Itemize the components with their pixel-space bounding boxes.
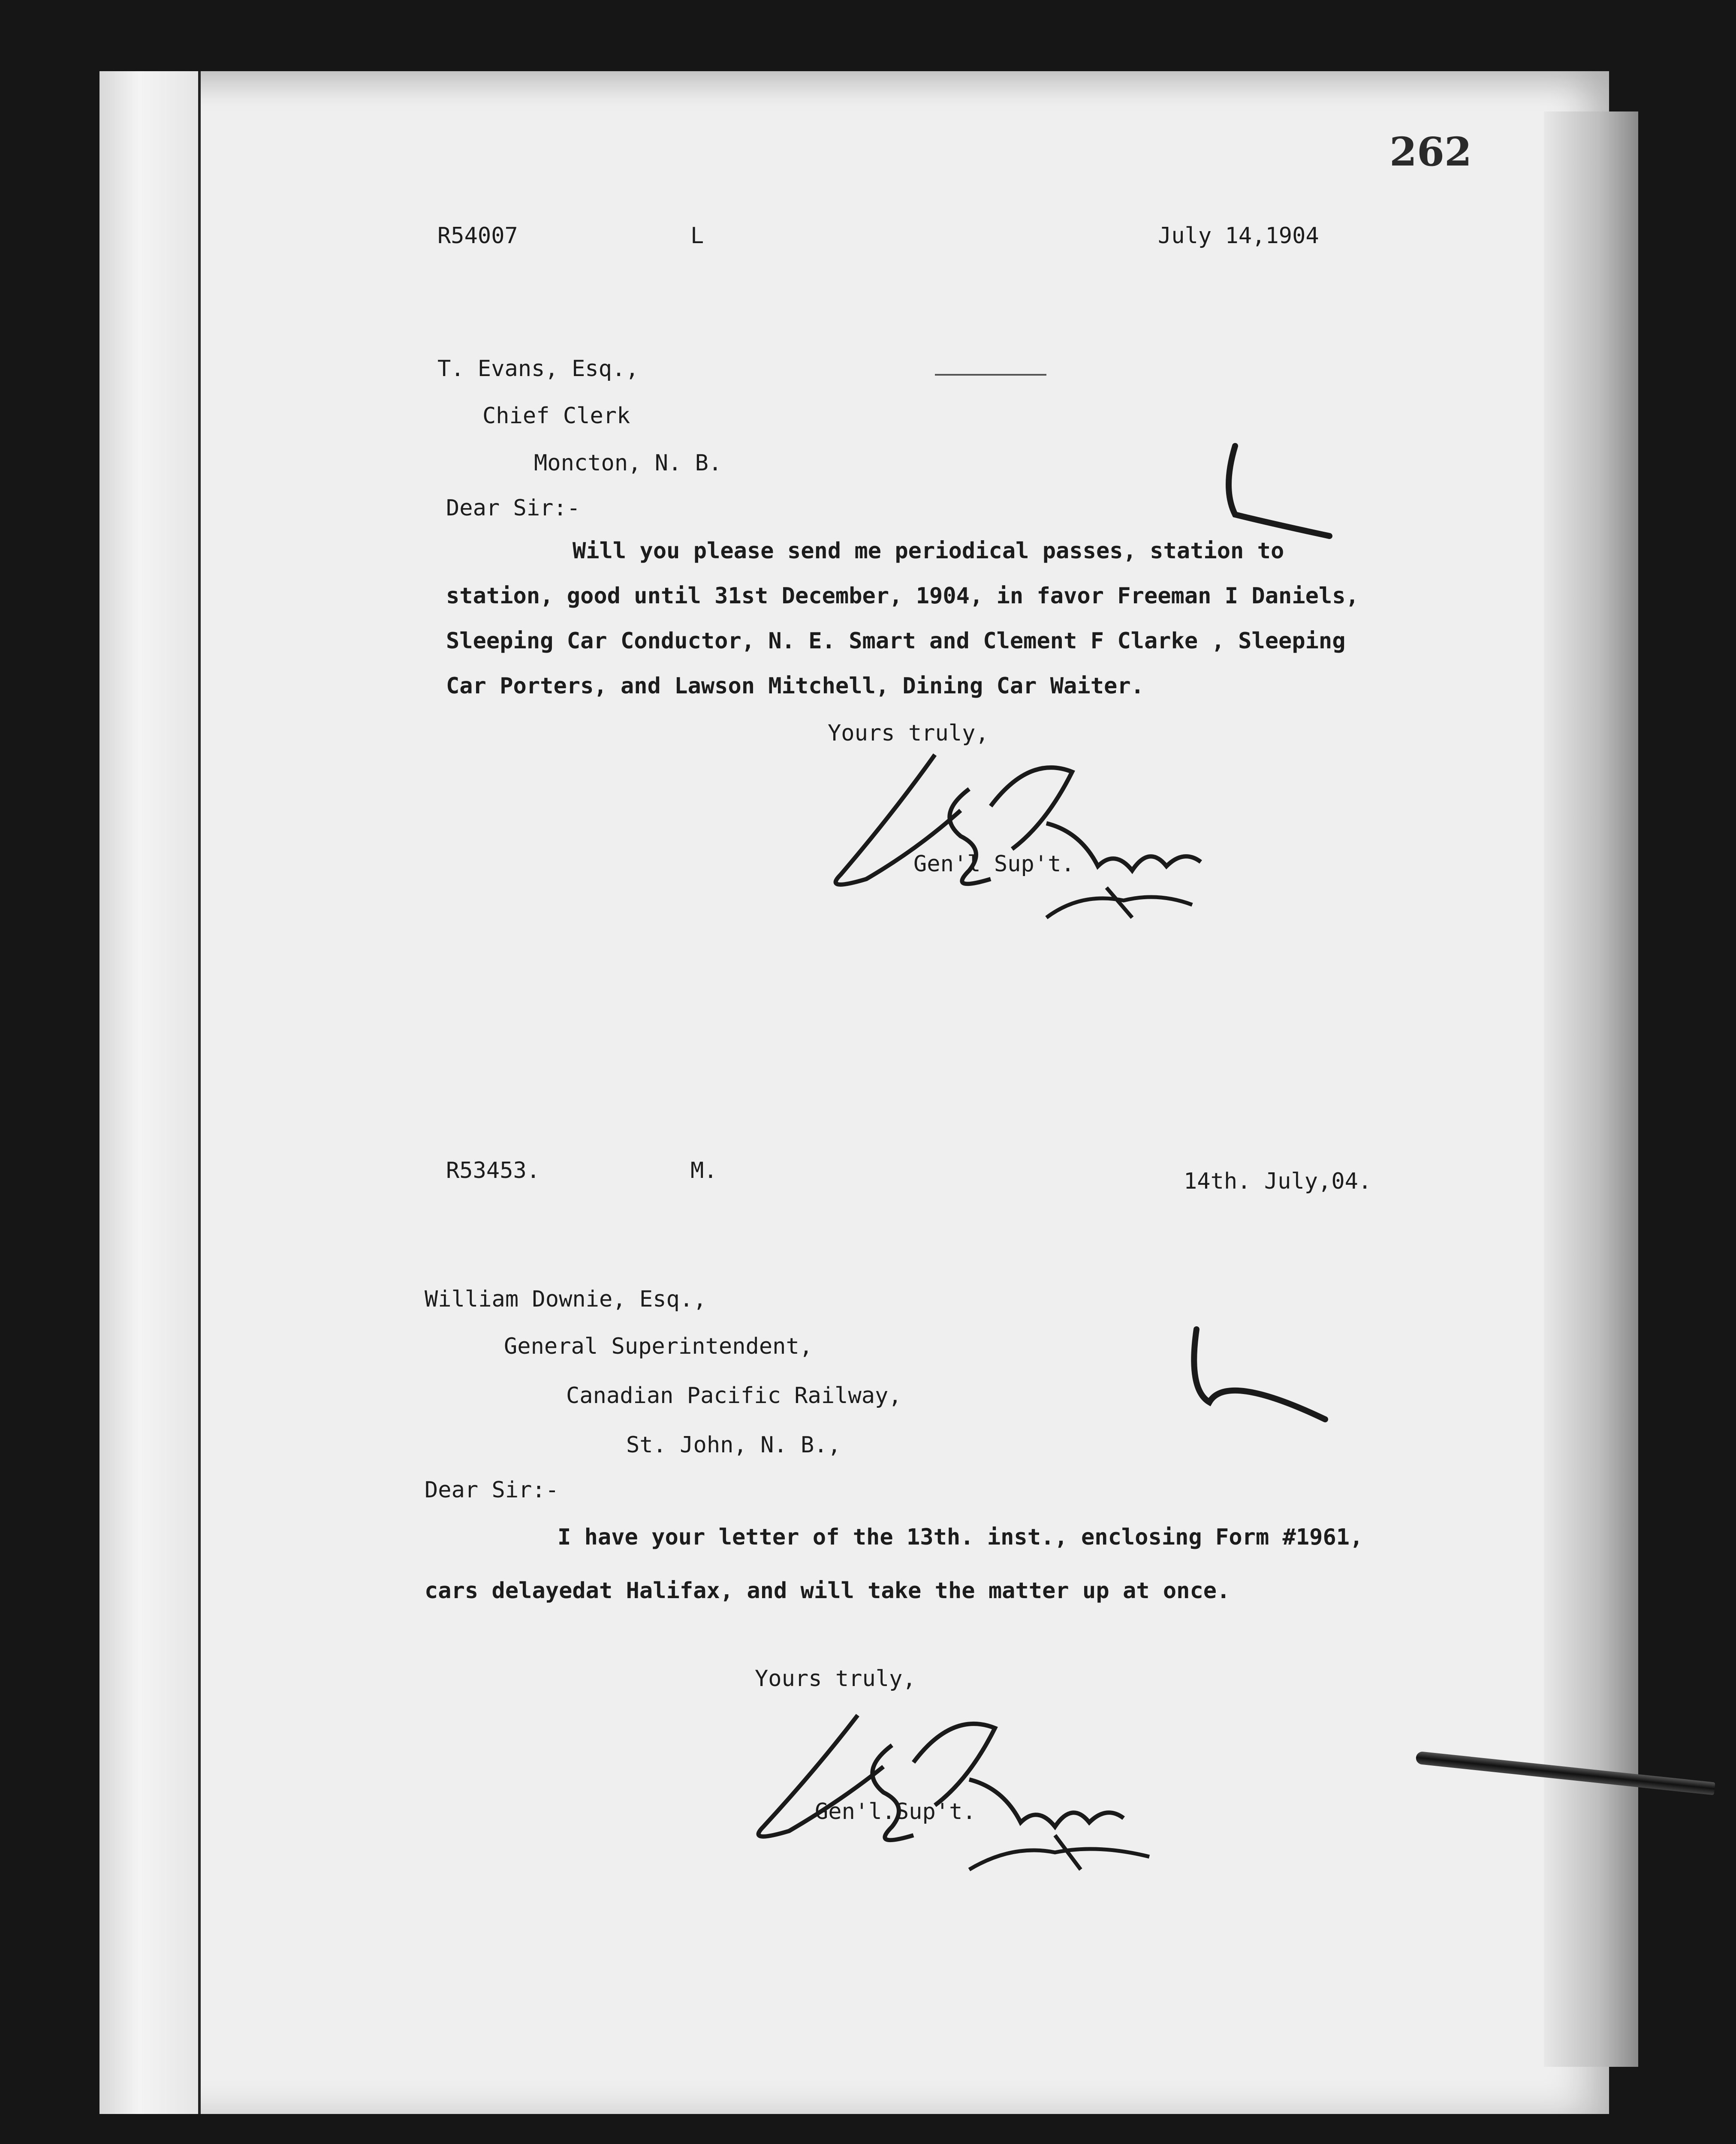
check-mark bbox=[1184, 1321, 1355, 1432]
letter2-salutation: Dear Sir:- bbox=[425, 1477, 559, 1503]
letter2-recipient-name: William Downie, Esq., bbox=[425, 1286, 707, 1312]
letter1-salutation: Dear Sir:- bbox=[446, 495, 581, 521]
letter1-body-line-1: Will you please send me periodical passes, station to bbox=[573, 538, 1284, 564]
letter2-body-line-2: cars delayedat Halifax, and will take the matter up at once. bbox=[425, 1578, 1230, 1604]
page-number: 262 bbox=[1389, 129, 1472, 175]
letter1-body-line-2: station, good until 31st December, 1904, in favor Freeman I Daniels, bbox=[446, 583, 1359, 609]
letter2-recipient-place: St. John, N. B., bbox=[626, 1432, 841, 1458]
letter1-closing: Yours truly, bbox=[828, 720, 989, 746]
check-mark bbox=[1218, 437, 1347, 566]
letter2-code: M. bbox=[690, 1158, 717, 1183]
letter1-body-line-3: Sleeping Car Conductor, N. E. Smart and Clement F Clarke , Sleeping bbox=[446, 628, 1346, 654]
letter1-recipient-name: T. Evans, Esq., bbox=[437, 356, 639, 382]
letter1-recipient-place: Moncton, N. B. bbox=[534, 450, 722, 476]
letter1-recipient-title: Chief Clerk bbox=[482, 403, 630, 429]
letter1-date: July 14,1904 bbox=[1158, 223, 1319, 249]
letter1-signer-title: Gen'l Sup't. bbox=[913, 851, 1075, 877]
short-rule bbox=[935, 374, 1046, 376]
letter1-ref: R54007 bbox=[437, 223, 518, 249]
letter1-body-line-4: Car Porters, and Lawson Mitchell, Dining Car Waiter. bbox=[446, 673, 1144, 699]
signature bbox=[729, 1698, 1201, 1878]
letter1-code: L bbox=[690, 223, 704, 249]
letter2-signer-title: Gen'l.Sup't. bbox=[815, 1799, 976, 1825]
letter2-closing: Yours truly, bbox=[755, 1666, 916, 1692]
letter2-recipient-title: General Superintendent, bbox=[504, 1334, 813, 1359]
letter2-date: 14th. July,04. bbox=[1184, 1168, 1372, 1194]
signature bbox=[806, 738, 1261, 943]
letter2-ref: R53453. bbox=[446, 1158, 540, 1183]
page-binding-strip bbox=[99, 71, 201, 2114]
letter2-recipient-company: Canadian Pacific Railway, bbox=[566, 1383, 902, 1409]
letter2-body-line-1: I have your letter of the 13th. inst., enclosing Form #1961, bbox=[558, 1524, 1363, 1550]
